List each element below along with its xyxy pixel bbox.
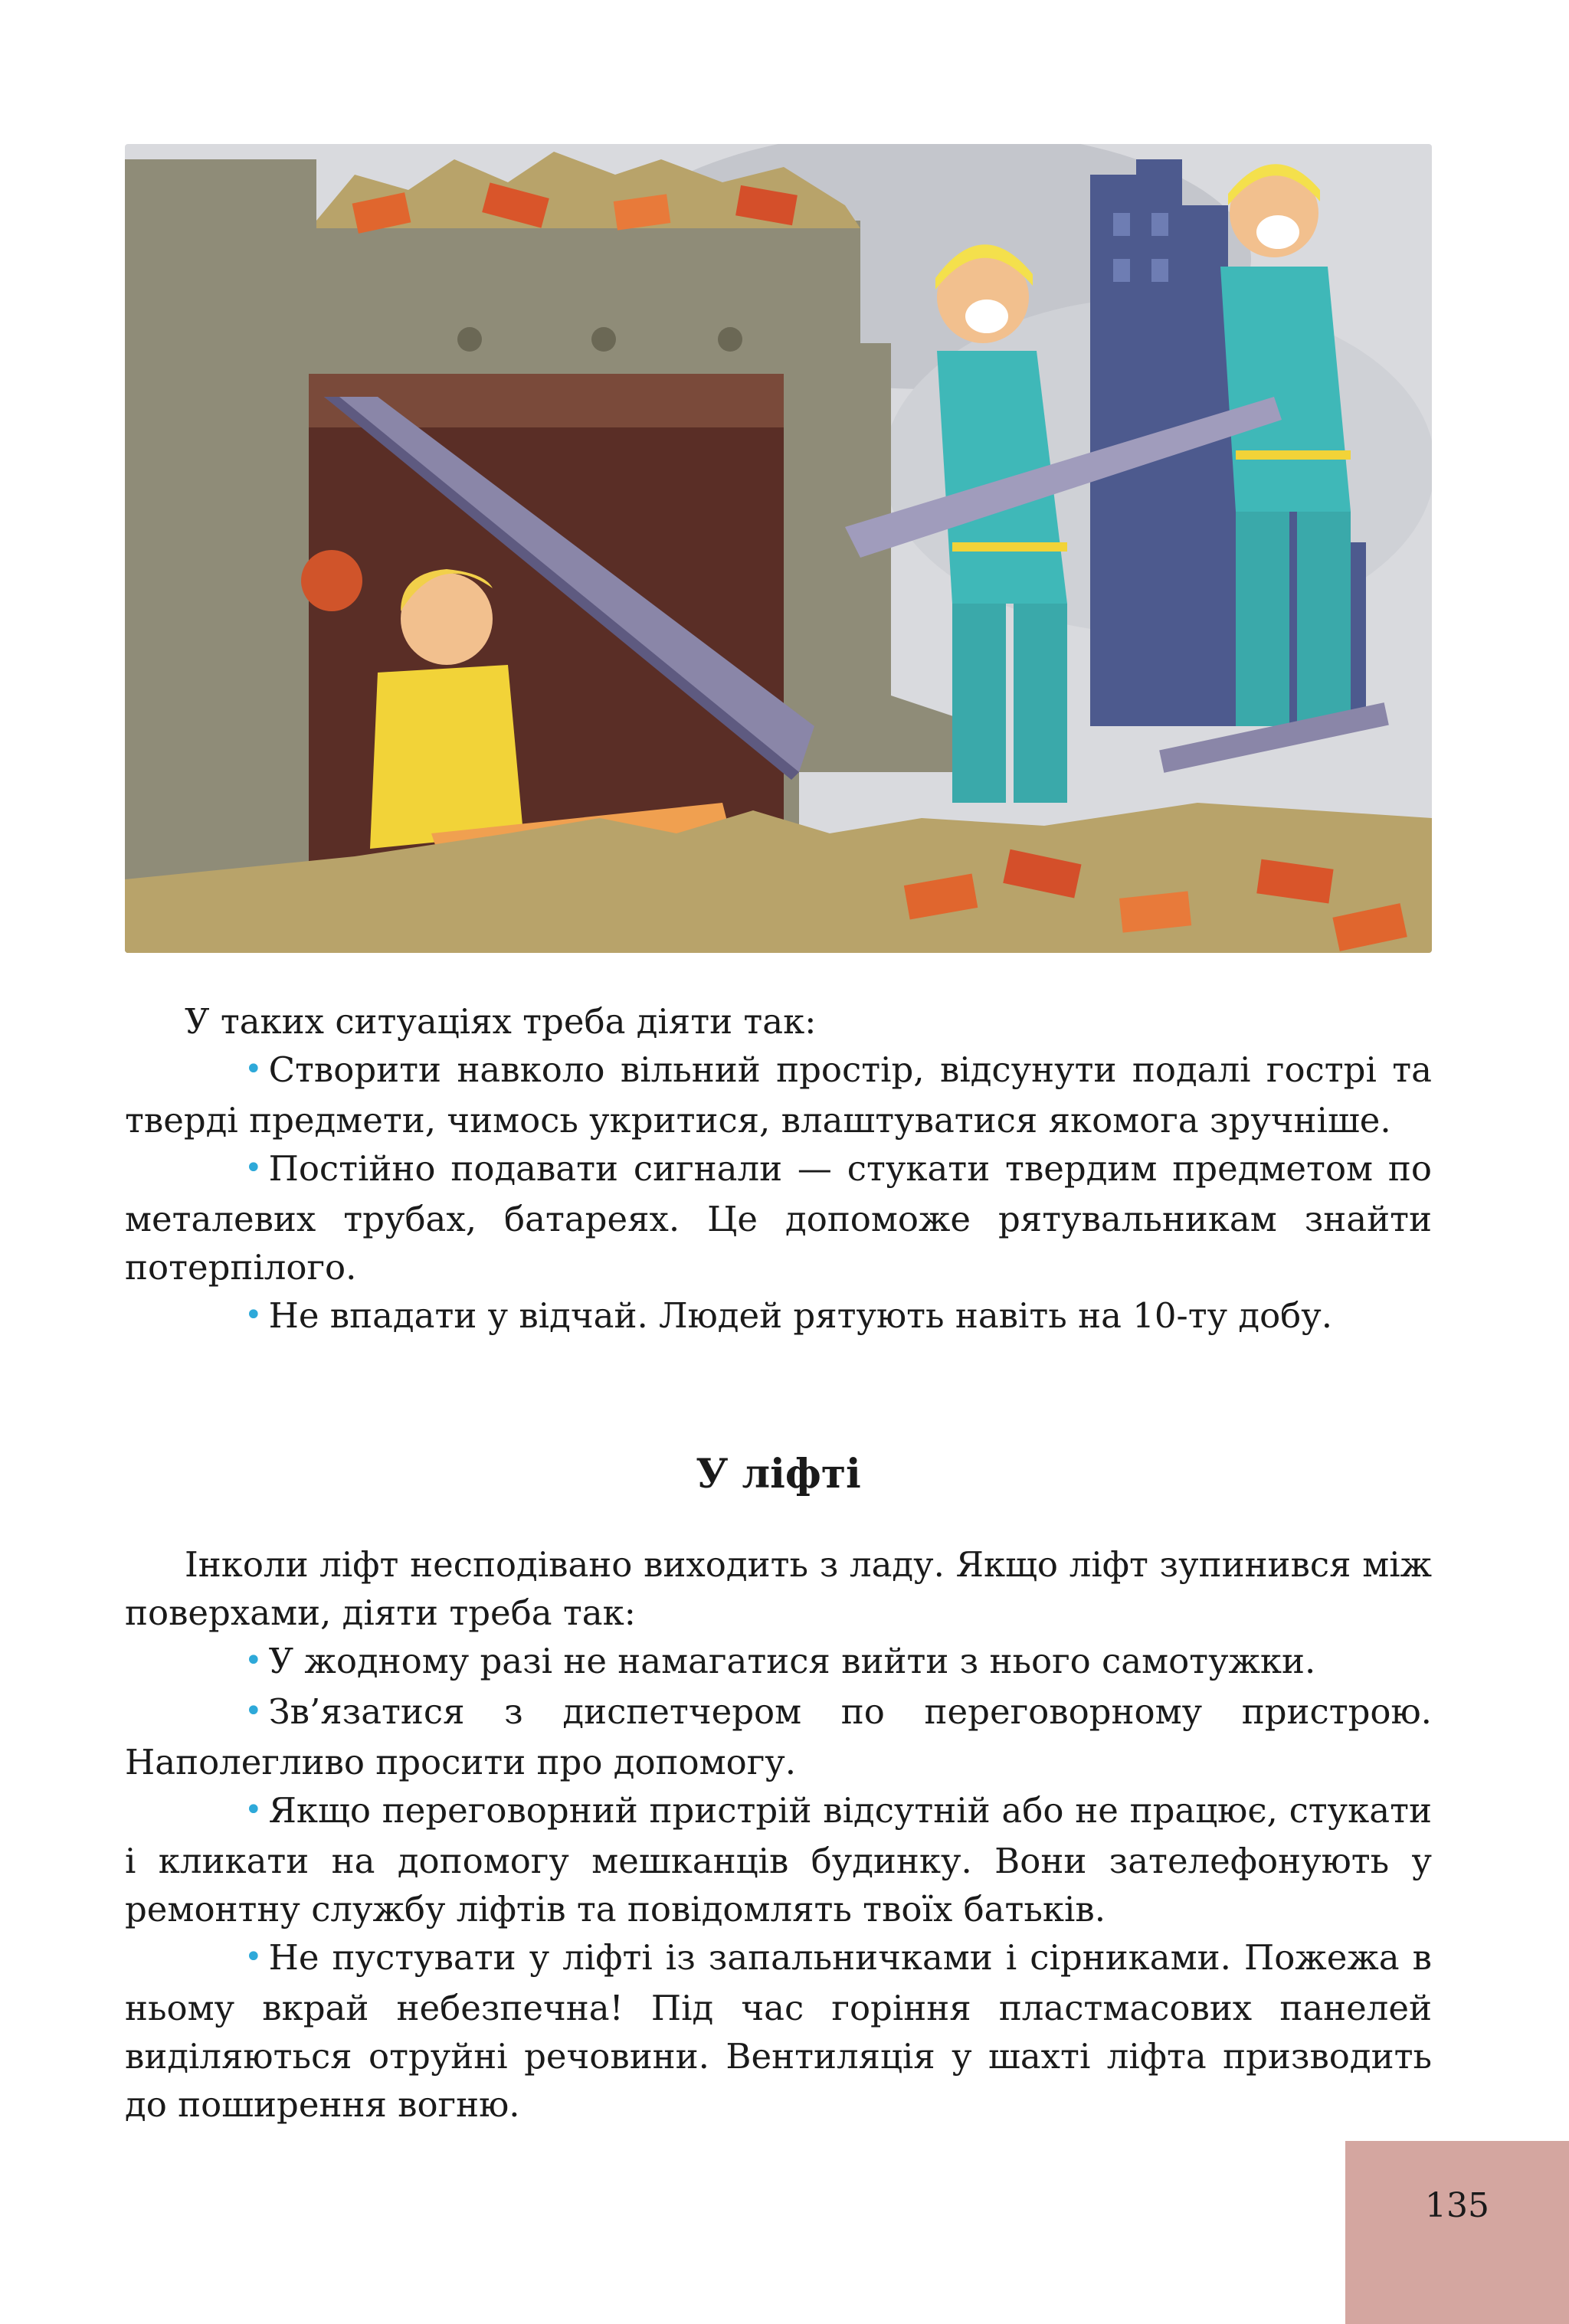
list-item xyxy=(125,1786,1432,1933)
list-item-text: Постійно подавати сигнали — стукати твердим предметом по металевих трубах, батареях. Це допоможе рятувальникам знайти потерпілого. xyxy=(125,1148,1432,1288)
list-item-text: Створити навколо вільний простір, відсунути подалі гострі та тверді предмети, чимось укритися, влаштуватися якомога зручніше. xyxy=(125,1049,1432,1141)
list-item xyxy=(125,1637,1432,1687)
bullet-icon: • xyxy=(244,1694,263,1729)
bullet-icon: • xyxy=(244,1643,263,1678)
bullet-icon: • xyxy=(244,1792,263,1828)
list-item-text: Не пустувати у ліфті із запальничками і сірниками. Пожежа в ньому вкрай небезпечна! Під час горіння пластмасових панелей виділяються отруйні речовини. Вентиляція у шахті ліфта призводить до поширення вогню. xyxy=(125,1937,1432,2125)
page-number-tab xyxy=(1345,2141,1569,2324)
section-elevator-instructions xyxy=(125,1540,1432,2129)
list-item xyxy=(125,1933,1432,2129)
section-heading: У ліфті xyxy=(696,1451,861,1498)
bullet-icon: • xyxy=(244,1298,263,1333)
list-item xyxy=(125,1144,1432,1291)
list-item-text: Якщо переговорний пристрій відсутній або не працює, стукати і кликати на допомогу мешканців будинку. Вони зателефонують у ремонтну службу ліфтів та повідомлять твоїх батьків. xyxy=(125,1790,1432,1930)
illustration xyxy=(125,144,1432,953)
list-item xyxy=(125,1687,1432,1786)
list-item-text: Зв’язатися з диспетчером по переговорному пристрою. Наполегливо просити про допомогу. xyxy=(125,1691,1432,1782)
list-item xyxy=(125,1291,1432,1342)
bullet-icon: • xyxy=(244,1939,263,1975)
section1-intro: У таких ситуаціях треба діяти так: xyxy=(185,1001,817,1042)
earthquake-rescue-illustration-icon xyxy=(125,144,1432,953)
bullet-icon: • xyxy=(244,1151,263,1186)
list-item-text: У жодному разі не намагатися вийти з нього самотужки. xyxy=(268,1641,1316,1681)
list-item xyxy=(125,1046,1432,1144)
section-emergency-instructions xyxy=(125,997,1432,1342)
page-number: 135 xyxy=(1425,2186,1489,2225)
section2-intro: Інколи ліфт несподівано виходить з ладу. Якщо ліфт зупинився між поверхами, діяти треба так: xyxy=(125,1544,1432,1633)
bullet-icon: • xyxy=(244,1052,263,1087)
list-item-text: Не впадати у відчай. Людей рятують навіть на 10-ту добу. xyxy=(268,1295,1333,1336)
